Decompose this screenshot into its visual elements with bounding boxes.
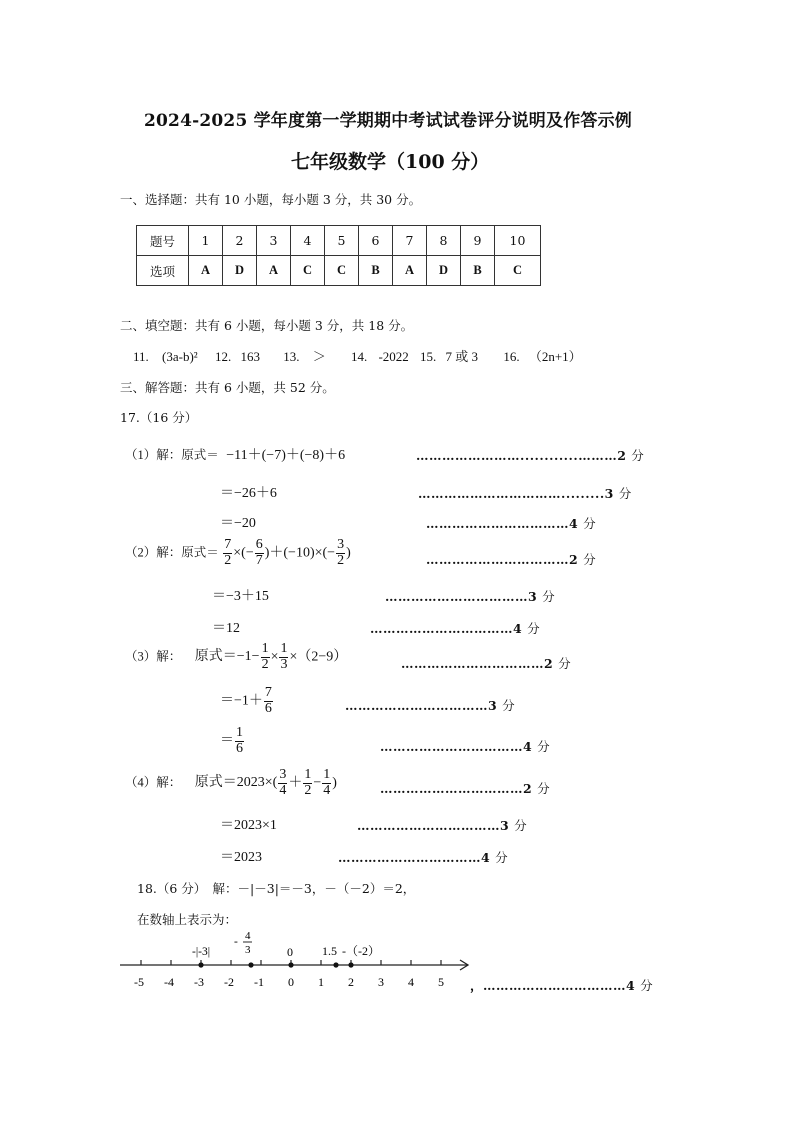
score-unit: 分 xyxy=(618,486,632,501)
numerator: 1 xyxy=(323,767,331,782)
score-value: 4 xyxy=(523,739,533,754)
section-choice-heading: 一、选择题：共有 10 小题，每小题 3 分，共 30 分。 xyxy=(120,192,422,207)
denominator: 2 xyxy=(337,552,345,568)
score-value: 2 xyxy=(523,781,533,796)
q17-3-line2-prefix: ＝−1＋ xyxy=(220,693,263,709)
numerator: 1 xyxy=(261,641,269,656)
fill-item-answer: 163 xyxy=(240,349,260,364)
score-value: 2 xyxy=(617,448,627,463)
number-point xyxy=(288,962,293,967)
number-point xyxy=(198,962,203,967)
q17-1-label: （1）解：原式＝ xyxy=(125,448,219,462)
fill-item-number: 13. xyxy=(283,349,300,364)
q17-1-score3 xyxy=(426,514,596,532)
denominator: 6 xyxy=(264,700,272,716)
number-line xyxy=(110,928,490,998)
fill-item-number: 12. xyxy=(214,349,232,364)
q17-3-line3-prefix: ＝ xyxy=(220,733,234,749)
number-point xyxy=(348,962,353,967)
score-unit: 分 xyxy=(537,781,551,796)
q17-4-line3: ＝2023 xyxy=(220,850,262,865)
q17-3-line1: （3）解： 原式＝−1− $\frac{1}{2}$ × $\frac{1}{3}$ ×（2−9） xyxy=(125,641,348,672)
fill-item-number: 16. xyxy=(503,349,520,364)
score-unit: 分 xyxy=(514,818,528,833)
score-unit: 分 xyxy=(527,621,541,636)
score-unit: 分 xyxy=(631,448,645,463)
leader-dots: …………………………… xyxy=(385,589,528,604)
q17-2-score2 xyxy=(385,587,555,605)
fill-item-answer: （2n+1） xyxy=(528,349,582,364)
q17-1-line3: ＝−20 xyxy=(220,516,256,531)
answer-cell: A xyxy=(393,256,427,286)
leader-dots: …………………………… xyxy=(338,850,481,865)
fill-answers-line xyxy=(133,346,582,365)
question-number-cell: 7 xyxy=(393,226,427,256)
fill-item-answer: 7 或 3 xyxy=(445,349,479,364)
answer-cell: C xyxy=(325,256,359,286)
score-value: 3 xyxy=(488,698,498,713)
score-unit: 分 xyxy=(558,656,572,671)
q17-1-line2: ＝−26＋6 xyxy=(220,486,277,501)
fill-item-number: 11. xyxy=(133,349,149,364)
q17-3-tail: ×（2−9） xyxy=(289,649,348,665)
leader-dots: …………………………… xyxy=(380,739,523,754)
axis-tick-label: -3 xyxy=(194,975,204,989)
answer-cell: C xyxy=(291,256,325,286)
q17-3-score3 xyxy=(380,737,550,755)
answer-cell: D xyxy=(427,256,461,286)
denominator: 2 xyxy=(304,782,312,798)
section-fill-heading: 二、填空题：共有 6 小题，每小题 3 分，共 18 分。 xyxy=(120,318,414,333)
q17-1-score2 xyxy=(418,484,632,502)
numerator: 3 xyxy=(279,767,287,782)
question-number-cell: 10 xyxy=(495,226,541,256)
score-value: 4 xyxy=(513,621,523,636)
q17-4-label: （4）解： xyxy=(125,775,182,790)
q17-3-prefix: 原式＝−1− xyxy=(194,649,260,665)
document-title: 2024-2025 学年度第一学期期中考试试卷评分说明及作答示例 xyxy=(144,111,633,131)
axis-tick-label: 5 xyxy=(438,975,444,989)
question-number-cell: 8 xyxy=(427,226,461,256)
table-header-cell: 题号 xyxy=(137,226,189,256)
fill-item-answer: -2022 xyxy=(378,349,409,364)
table-header-cell: 选项 xyxy=(137,256,189,286)
q17-2-line2: ＝−3＋15 xyxy=(212,589,269,604)
label-abs-neg3: -|-3| xyxy=(192,946,211,958)
label-frac-sign: - xyxy=(234,936,238,948)
leader-dots: …………………………… xyxy=(426,516,569,531)
q17-1-expr: −11＋(−7)＋(−8)＋6 xyxy=(226,448,346,463)
denominator: 7 xyxy=(255,552,263,568)
leader-dots: ，…………………………… xyxy=(470,978,627,993)
leader-dots: …………………………… xyxy=(357,818,500,833)
score-value: 3 xyxy=(528,589,538,604)
q17-4-score3 xyxy=(338,848,508,866)
q17-2-score1 xyxy=(426,550,596,568)
fraction xyxy=(223,538,232,568)
denominator: 4 xyxy=(279,782,287,798)
answer-cell: B xyxy=(461,256,495,286)
leader-dots: …………………………… xyxy=(380,781,523,796)
axis-tick-label: 0 xyxy=(288,975,294,989)
q18-caption: 在数轴上表示为： xyxy=(137,912,238,927)
answer-table-option-row xyxy=(137,256,541,286)
question-number-cell: 2 xyxy=(223,226,257,256)
fraction xyxy=(322,768,331,798)
axis-tick-label: 2 xyxy=(348,975,354,989)
fraction xyxy=(264,686,273,716)
document-subtitle: 七年级数学（100 分） xyxy=(291,151,490,173)
q17-4-line2: ＝2023×1 xyxy=(220,818,277,833)
denominator: 4 xyxy=(323,782,331,798)
q17-2-line3: ＝12 xyxy=(212,621,240,636)
label-frac-denominator: 3 xyxy=(245,944,251,956)
q17-3-score2 xyxy=(345,696,515,714)
question-number-cell: 4 xyxy=(291,226,325,256)
score-value: 4 xyxy=(481,850,491,865)
q17-3-line2 xyxy=(220,686,274,716)
q17-3-label: （3）解： xyxy=(125,649,182,664)
score-value: 4 xyxy=(626,978,636,993)
fill-item-answer: (3a-b)² xyxy=(162,349,198,364)
denominator: 2 xyxy=(224,552,232,568)
denominator: 2 xyxy=(261,656,269,672)
score-unit: 分 xyxy=(542,589,556,604)
numerator: 1 xyxy=(304,767,312,782)
q18-score xyxy=(470,976,653,994)
numerator: 3 xyxy=(337,537,345,552)
axis-tick-label: 1 xyxy=(318,975,324,989)
q17-4-prefix: 原式＝2023×( xyxy=(194,775,278,791)
score-value: 2 xyxy=(544,656,554,671)
fill-item-number: 15. xyxy=(420,349,437,364)
score-value: 4 xyxy=(569,516,579,531)
question-number-cell: 3 xyxy=(257,226,291,256)
fraction xyxy=(279,642,288,672)
score-value: 2 xyxy=(569,552,579,567)
q17-4-score1 xyxy=(380,779,550,797)
score-unit: 分 xyxy=(583,516,597,531)
numerator: 1 xyxy=(236,725,243,740)
fraction xyxy=(261,642,270,672)
axis-tick-label: -4 xyxy=(164,975,174,989)
question-number-cell: 6 xyxy=(359,226,393,256)
q17-1-line1 xyxy=(125,444,345,464)
answer-cell: B xyxy=(359,256,393,286)
fraction xyxy=(278,768,287,798)
fraction xyxy=(255,538,264,568)
axis-tick-label: -2 xyxy=(224,975,234,989)
leader-dots: …………………………… xyxy=(401,656,544,671)
section-solve-heading: 三、解答题：共有 6 小题，共 52 分。 xyxy=(120,380,335,395)
q17-1-score1 xyxy=(416,446,644,464)
q17-3-score1 xyxy=(401,654,571,672)
axis-tick-label: 3 xyxy=(378,975,384,989)
fraction xyxy=(303,768,312,798)
fill-item-answer: ＞ xyxy=(312,349,326,364)
answer-cell: A xyxy=(257,256,291,286)
q17-4-score2 xyxy=(357,816,527,834)
denominator: 6 xyxy=(236,740,243,756)
numerator: 6 xyxy=(255,537,263,552)
number-point xyxy=(248,962,253,967)
question-number-cell: 9 xyxy=(461,226,495,256)
numerator: 1 xyxy=(280,641,288,656)
answer-cell: C xyxy=(495,256,541,286)
answer-table-number-row xyxy=(137,226,541,256)
answer-table xyxy=(136,225,541,286)
q17-4-line1: （4）解： 原式＝2023×( $\frac{3}{4}$ ＋ $\frac{1}{2}$ − $\frac{1}{4}$ ) xyxy=(125,767,337,798)
q17-2-score3 xyxy=(370,619,540,637)
score-value: 3 xyxy=(500,818,510,833)
leader-dots: …………………………… xyxy=(345,698,488,713)
numerator: 7 xyxy=(224,537,232,552)
fraction xyxy=(336,538,345,568)
score-value: 3 xyxy=(604,486,614,501)
label-neg-neg2: -（-2） xyxy=(342,944,380,958)
number-point xyxy=(333,962,338,967)
label-frac-numerator: 4 xyxy=(245,930,251,942)
q17-2-line1: （2）解：原式＝ $\frac{7}{2}$ ×(− $\frac{6}{7}$ )＋(−10)×(− $\frac{3}{2}$ ) xyxy=(125,537,351,568)
answer-cell: A xyxy=(189,256,223,286)
question-number-cell: 1 xyxy=(189,226,223,256)
fraction xyxy=(235,726,244,756)
score-unit: 分 xyxy=(640,978,654,993)
q18-statement: 18.（6 分） 解：－|－3|＝－3，－（－2）＝2， xyxy=(137,881,416,896)
question-number-cell: 5 xyxy=(325,226,359,256)
leader-dots: ……………………............……… xyxy=(416,448,618,463)
answer-cell: D xyxy=(223,256,257,286)
label-zero: 0 xyxy=(287,945,293,959)
axis-tick-label: -5 xyxy=(134,975,144,989)
score-unit: 分 xyxy=(495,850,509,865)
denominator: 3 xyxy=(280,656,288,672)
q17-label: 17.（16 分） xyxy=(120,410,198,425)
score-unit: 分 xyxy=(537,739,551,754)
score-unit: 分 xyxy=(502,698,516,713)
leader-dots: ……………………………......... xyxy=(418,486,605,501)
q17-2-label: （2）解：原式＝ xyxy=(125,545,219,560)
leader-dots: …………………………… xyxy=(370,621,513,636)
label-one-point-five: 1.5 xyxy=(322,944,337,958)
numerator: 7 xyxy=(264,685,272,700)
axis-tick-label: 4 xyxy=(408,975,414,989)
score-unit: 分 xyxy=(583,552,597,567)
axis-tick-label: -1 xyxy=(254,975,264,989)
fill-item-number: 14. xyxy=(350,349,368,364)
leader-dots: …………………………… xyxy=(426,552,569,567)
q17-3-line3 xyxy=(220,726,245,756)
